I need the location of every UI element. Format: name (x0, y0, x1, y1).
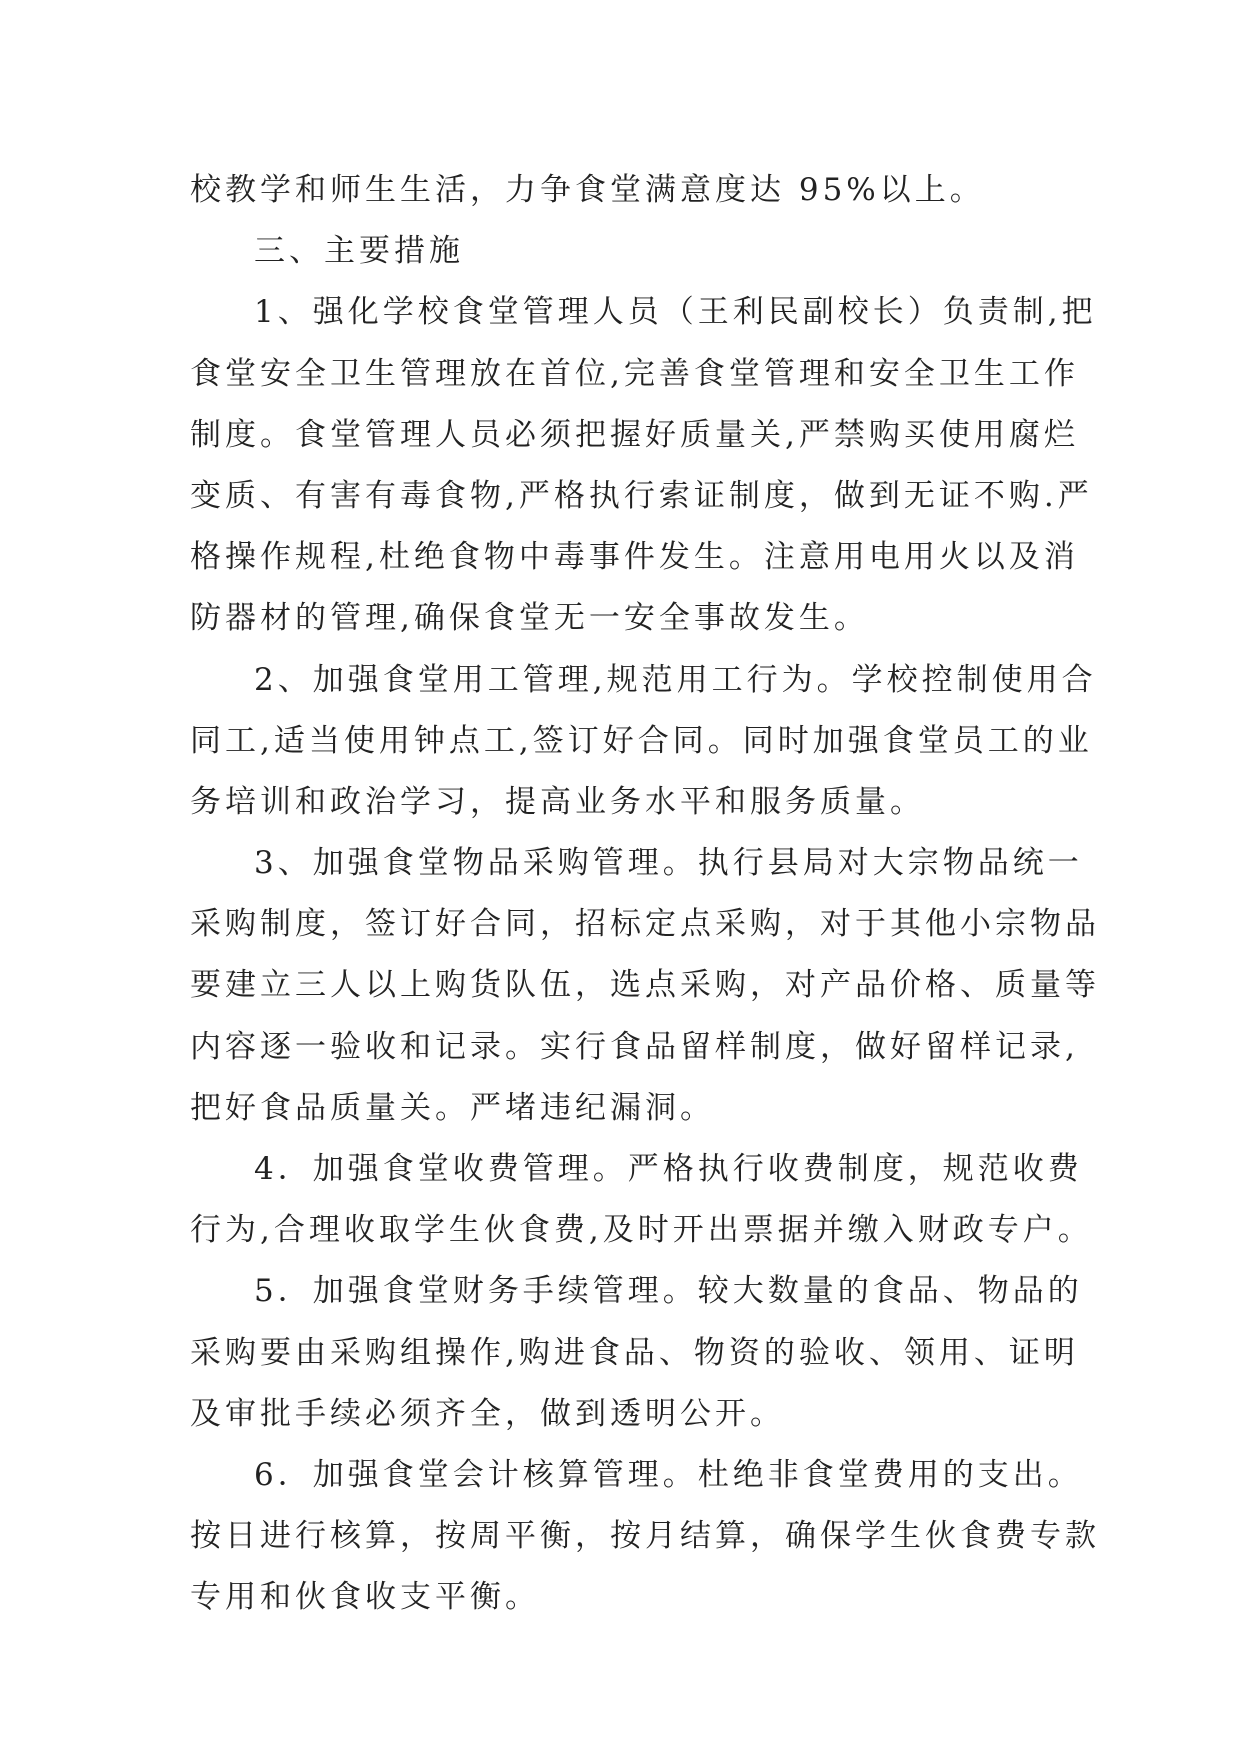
paragraph-line: 3、加强食堂物品采购管理。执行县局对大宗物品统一 (254, 845, 1083, 882)
section-heading: 三、主要措施 (254, 233, 464, 270)
paragraph-line: 6．加强食堂会计核算管理。杜绝非食堂费用的支出。 (254, 1456, 1083, 1493)
paragraph-line: 按日进行核算，按周平衡，按月结算，确保学生伙食费专款 (190, 1518, 1100, 1555)
paragraph-line: 4．加强食堂收费管理。严格执行收费制度，规范收费 (254, 1151, 1083, 1187)
paragraph-line: 内容逐一验收和记录。实行食品留样制度，做好留样记录, (190, 1028, 1079, 1065)
paragraph-line: 行为,合理收取学生伙食费,及时开出票据并缴入财政专户。 (190, 1212, 1093, 1249)
paragraph-line: 防器材的管理,确保食堂无一安全事故发生。 (190, 600, 869, 637)
paragraph-line: 5．加强食堂财务手续管理。较大数量的食品、物品的 (254, 1273, 1083, 1310)
body-text (190, 160, 1100, 1629)
paragraph-line: 采购制度，签订好合同，招标定点采购，对于其他小宗物品 (190, 906, 1100, 943)
paragraph-line: 采购要由采购组操作,购进食品、物资的验收、领用、证明 (190, 1334, 1079, 1371)
paragraph-line: 制度。食堂管理人员必须把握好质量关,严禁购买使用腐烂 (190, 416, 1079, 453)
paragraph-line: 及审批手续必须齐全，做到透明公开。 (190, 1395, 785, 1432)
paragraph-line: 1、强化学校食堂管理人员（王利民副校长）负责制,把 (254, 294, 1097, 331)
paragraph-line: 专用和伙食收支平衡。 (190, 1579, 540, 1616)
paragraph-line: 务培训和政治学习，提高业务水平和服务质量。 (190, 783, 925, 820)
paragraph-line: 食堂安全卫生管理放在首位,完善食堂管理和安全卫生工作 (190, 355, 1079, 392)
paragraph-line: 要建立三人以上购货队伍，选点采购，对产品价格、质量等 (190, 967, 1100, 1004)
paragraph-line: 2、加强食堂用工管理,规范用工行为。学校控制使用合 (254, 661, 1097, 698)
paragraph-line: 把好食品质量关。严堵违纪漏洞。 (190, 1089, 715, 1126)
paragraph-line: 变质、有害有毒食物,严格执行索证制度，做到无证不购.严 (190, 477, 1093, 514)
paragraph-line: 格操作规程,杜绝食物中毒事件发生。注意用电用火以及消 (190, 539, 1079, 576)
paragraph-line: 校教学和师生生活，力争食堂满意度达 95%以上。 (190, 172, 985, 208)
paragraph-line: 同工,适当使用钟点工,签订好合同。同时加强食堂员工的业 (190, 722, 1093, 759)
